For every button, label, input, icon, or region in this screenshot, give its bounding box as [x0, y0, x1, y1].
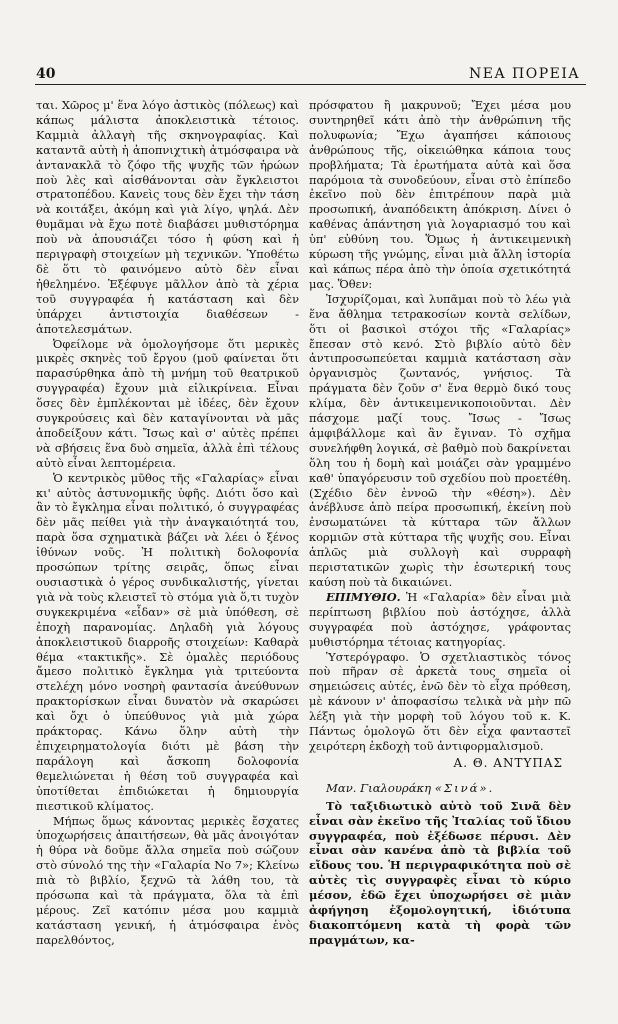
review-author: Μαν. Γιαλουράκη	[326, 780, 432, 795]
header-rule	[35, 84, 586, 85]
paragraph: ται. Χῶρος μ' ἕνα λόγο ἀστικὸς (πόλεως) καὶ κάπως μάλιστα ἀποκλειστικὰ τέτοιος. Καμμιὰ ἀλλαγὴ τῆς σκηνογραφίας. Καὶ καταντᾶ αὐτὴ ἡ ἀποπνιχτικὴ ἀτμόσφαιρα νὰ ἀντανακλᾶ τὸ ζόφο τῆς ψυχῆς τῶν ἡρώων ποὺ λὲς καὶ αἰσθάνονται σὰν ἔγκλειστοι στρατοπέδου. Κανεὶς τους δὲν ἔχει τὴν τάση νὰ κοιτάξει, ἀκόμη καὶ γιὰ λίγο, ψηλά. Δὲν θυμᾶμαι νὰ ἔχω ποτὲ διαβάσει μυθιστόρημα ποὺ νὰ ἀπουσιάζει τόσο ἡ φύση καὶ ἡ περιγραφὴ στοιχείων μὴ τεχνικῶν. Ὑποθέτω δὲ ὅτι τὸ φαινόμενο αὐτὸ δὲν εἶναι ἠθελημένο. Ἐξέφυγε μᾶλλον ἀπὸ τὰ χέρια τοῦ συγγραφέα ἡ κατάσταση καὶ δὲν ὑπάρχει ἀντιστοιχία διαθέσεων - ἀποτελεσμάτων.	[36, 98, 299, 336]
epimythio-label: ΕΠΙΜΥΘΙΟ.	[326, 589, 401, 604]
epimythio-paragraph	[309, 590, 571, 650]
paragraph: Ὀφείλομε νὰ ὁμολογήσομε ὅτι μερικὲς μικρὲς σκηνὲς τοῦ ἔργου (μοῦ φαίνεται ὅτι παρασύρθηκα ἀπὸ τὴ μνήμη τοῦ θεατρικοῦ συγγραφέα) ἔχουν μιὰ εἰλικρίνεια. Εἶναι ὅσες δὲν ἐμπλέκονται μὲ ἰδέες, δὲν ἔχουν συγκρούσεις καὶ δὲν καταγίνονται νὰ μᾶς ἀποδείξουν κάτι. Ἴσως καὶ σ' αὐτὲς πρέπει νὰ σβήσεις ἕνα δυὸ σημεῖα, ἀλλὰ ἐπὶ τέλους αὐτὸ εἶναι λεπτομέρεια.	[36, 336, 299, 470]
page-number: 40	[36, 66, 56, 82]
paragraph: Μήπως ὅμως κάνοντας μερικὲς ἔσχατες ὑποχωρήσεις ἀπαιτήσεων, θὰ μᾶς ἀνοιγόταν ἡ θύρα νὰ δοῦμε ἄλλα σημεῖα ποὺ σώζουν στὸ σύνολό της τὴν «Γαλαρία Νο 7»; Κλείνω πιὰ τὸ βιβλίο, ξεχνῶ τὰ λάθη του, τὰ πρόσωπα καὶ τὰ πράγματα, ὅλα τὰ ἐπὶ μέρους. Ζεῖ κατόπιν μέσα μου καμμιὰ κατάσταση γενική, ἡ ἀτμόσφαιρα ἑνὸς παρελθόντος,	[36, 813, 299, 947]
paragraph: Ὁ κεντρικὸς μῦθος τῆς «Γαλαρίας» εἶναι κι' αὐτὸς ἀστυνομικῆς ὑφῆς. Διότι ὅσο καὶ ἂν τὸ ἔγκλημα εἶναι πολιτικό, ὁ συγγραφέας δὲν μᾶς πείθει γιὰ τὴν ἀναγκαιότητά του, παρὰ ὅσα σχηματικὰ βάζει νὰ λέει ὁ ξένος ἰθύνων νοῦς. Ἡ πολιτικὴ δολοφονία προσώπων τρίτης σειρᾶς, ὅπως εἶναι ουσιαστικὰ ὁ γέρος συνδικαλιστής, γίνεται γιὰ νὰ τοὺς κλειστεῖ τὸ στόμα γιὰ ὅ,τι τυχὸν συγκεκριμένα «εἶδαν» σὲ μιὰ ὑπόθεση, σὲ ἐποχὴ παρανομίας. Δηλαδὴ γιὰ λόγους ἀποκλειστικοῦ διαρροῆς στοιχείων: Καθαρὰ θέμα «τακτικῆς». Σὲ ὁμαλὲς περιόδους ἄμεσο πολιτικὸ ἔγκλημα γιὰ τριτεύοντα στελέχη μόνο νοσηρὴ φαντασία ἀνεύθυνων πρακτορίσκων εἶναι δυνατὸν νὰ σκαρώσει καὶ ὄχι ὁ ὑπεύθυνος γιὰ μιὰ χώρα πράκτορας. Κάνω ὅλην αὐτὴ τὴν ἐπιχειρηματολογία διότι μὲ βάση τὴν παράλογη καὶ ἄσκοπη δολοφονία θεμελιώνεται ἡ θέση τοῦ συγγραφέα καὶ ὑποτίθεται ἐπιδιώκεται ἡ δημιουργία πιεστικοῦ κλίματος.	[36, 470, 299, 813]
review-heading	[309, 781, 571, 796]
paragraph: Τὸ ταξιδιωτικὸ αὐτὸ τοῦ Σινᾶ δὲν εἶναι σὰν ἐκεῖνο τῆς Ἰταλίας τοῦ ἴδιου συγγραφέα, ποὺ ἐξέδωσε πέρυσι. Δὲν εἶναι σὰν κανένα ἀπὸ τὰ βιβλία τοῦ εἴδους του. Ἡ περιγραφικότητα ποὺ σὲ αὐτὲς τὶς συγγραφὲς εἶναι τὸ κύριο μέσον, ἐδῶ ἔχει ὑποχωρήσει σὲ μιὰν ἀφήγηση ἐξομολογητική, ἰδιότυπα διακοπτόμενη κατὰ τὴ φορὰ τῶν πραγμάτων, κα-	[309, 798, 571, 947]
author-signature: Α. Θ. ΑΝΤΥΠΑΣ	[453, 755, 563, 770]
running-title: ΝΕΑ ΠΟΡΕΙΑ	[469, 66, 580, 82]
review-book-title: «Σινά».	[434, 780, 495, 795]
right-column	[309, 98, 571, 948]
epimythio-text: Ἡ «Γαλαρία» δὲν εἶναι μιὰ περίπτωση βιβλίου ποὺ ἀστόχησε, ἀλλὰ συγγραφέα ποὺ ἀστόχησε, γράφοντας μυθιστόρημα τέτοιας κατηγορίας.	[309, 589, 571, 649]
left-column	[36, 98, 299, 948]
paragraph: πρόσφατου ἢ μακρυνοῦ; Ἔχει μέσα μου συντηρηθεῖ κάτι ἀπὸ τὴν ἀνθρώπινη τῆς πολυφωνία; Ἔχω ἀγαπήσει κάποιους ἀνθρώπους τῆς, οἰκειώθηκα κάποια τους προβλήματα; Τὰ ἐρωτήματα αὐτὰ καὶ ὅσα παρόμοια τὰ συνοδεύουν, εἶναι στὸ ἐπίπεδο ἐκεῖνο ποὺ δὲν ἐπιτρέπουν παρὰ μιὰ προσωπική, ἀναπόδεικτη ἀπόκριση. Δίνει ὁ καθένας ἀπάντηση γιὰ λογαριασμό του καὶ ὑπ' εὐθύνη του. Ὅμως ἡ ἀντικειμενικὴ κύρωση τῆς γνώμης, εἶναι μιὰ ἄλλη ἱστορία καὶ κάπως πέρα ἀπὸ τὴν ὁποία σχετικότητά μας. Ὅθεν:	[309, 98, 571, 291]
paragraph: Ἰσχυρίζομαι, καὶ λυπᾶμαι ποὺ τὸ λέω γιὰ ἕνα ἄθλημα τετρακοσίων κοντὰ σελίδων, ὅτι οἱ βασικοὶ στόχοι τῆς «Γαλαρίας» ἔπεσαν στὸ κενό. Στὸ βιβλίο αὐτὸ δὲν ἀντιπροσωπεύεται καμμιὰ κατάσταση σὰν ὀργανισμὸς ζωντανός, γνήσιος. Τὰ πράγματα δὲν ζοῦν σ' ἕνα θερμὸ δικό τους κλίμα, δὲν ἀντικειμενικοποιοῦνται. Δὲν πάσχομε μαζί τους. Ἴσως - Ἴσως ἀμφιβάλλομε καὶ ἂν ἔγιναν. Τὸ σχῆμα συνελήφθη λογικά, σὲ βαθμὸ ποὺ δακρίνεται ὅλη του ἡ δομὴ καὶ μοιάζει σὰν γραμμένο καθ' ὑπαγόρευσιν τοῦ σχεδίου ποὺ προετέθη. (Σχέδιο δὲν ἐννοῶ τὴν «θέση»). Δὲν ἀνέβλυσε ἀπὸ πείρα προσωπική, ἐκείνη ποὺ ἐνσωματώνει τὰ κύτταρα τῶν ἄλλων κορμιῶν στὰ κύτταρα τῆς ψυχῆς σου. Εἶναι ἁπλῶς μιὰ συλλογὴ καὶ συρραφὴ περιστατικῶν χωρὶς τὴν ἐσωτερική τους καύση ποὺ τὰ δικαιώνει.	[309, 291, 571, 589]
paragraph: Ὑστερόγραφο. Ὁ σχετλιαστικὸς τόνος ποὺ πῆραν σὲ ἀρκετὰ τους σημεῖα οἱ σημειώσεις αὐτές, ἐνῶ δὲν τὸ εἶχα πρόθεση, μὲ κάνουν ν' ἀποφασίσω τελικὰ νὰ μὴν πῶ λέξη γιὰ τὴν μορφὴ τοῦ λόγου τοῦ κ. Κ. Πάντως ὁμολογῶ ὅτι δὲν εἶχα φανταστεῖ χειρότερη ἐκδοχὴ τοῦ ἀντιφορμαλισμοῦ.	[309, 649, 571, 753]
